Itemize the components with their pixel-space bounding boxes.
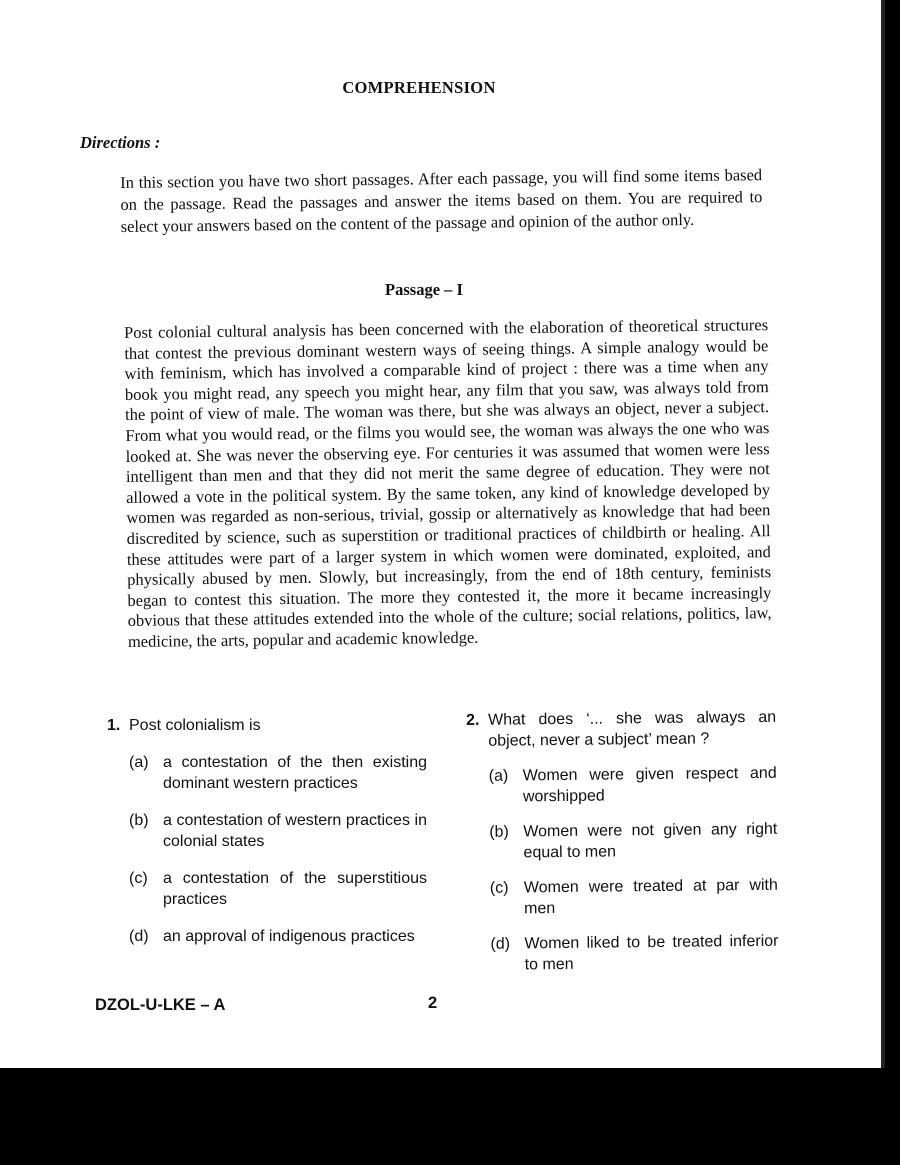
directions-text: In this section you have two short passages. After each passage, you will find some items based on the passage. Read the passages and answer the items based on them. You are required to select your answers based on the content of the passage and opinion of the author only. — [120, 165, 763, 236]
option-text: Women liked to be treated inferior to men — [524, 932, 779, 974]
option-text: a contestation of the then existing dominant western practices — [163, 754, 427, 792]
option-label: (c) — [489, 879, 509, 897]
option-text: a contestation of the superstitious practices — [163, 870, 427, 908]
question-stem — [107, 715, 427, 736]
paper-code: DZOL-U-LKE – A — [95, 996, 226, 1014]
option-d — [490, 931, 778, 976]
option-text: a contestation of western practices in colonial states — [163, 812, 427, 850]
section-heading: COMPREHENSION — [342, 78, 496, 97]
directions-label: Directions : — [80, 133, 161, 152]
option-label: (d) — [490, 935, 511, 953]
page-number: 2 — [428, 994, 438, 1012]
option-text: an approval of indigenous practices — [163, 928, 415, 945]
option-label: (b) — [129, 812, 149, 829]
option-d — [129, 926, 427, 947]
question-text: What does ‘... she was always an object, never a subject’ mean ? — [488, 708, 777, 750]
option-label: (b) — [489, 823, 509, 841]
option-label: (a) — [488, 767, 509, 785]
question-stem — [466, 707, 776, 752]
passage-title: Passage – I — [385, 280, 463, 299]
question-number: 1. — [107, 717, 121, 734]
passage-text: Post colonial cultural analysis has been concerned with the elaboration of theoretical structures that contest the previous dominant western ways of seeing things. A simple analogy would be with feminism, which has involved a comparable kind of project : there was a time when any book you might read, any speech you might hear, any film that you saw, was always told from the point of view of male. The woman was there, but she was always an object, never a subject. From what you would read, or the films you would see, the woman was always the one who was looked at. She was never the observing eye. For centuries it was assumed that women were less intelligent than men and that they did not merit the same degree of education. They were not allowed a vote in the political system. By the same token, any kind of knowledge developed by women was regarded as non-serious, trivial, gossip or alternatively as knowledge that had been discredited by science, such as superstition or traditional practices of childbirth or healing. All these attitudes were part of a larger system in which women were dominated, exploited, and physically abused by men. Slowly, but increasingly, from the end of 18th century, feminists began to contest this situation. The more they contested it, the more it became increasingly obvious that these attitudes extended into the whole of the culture; social relations, politics, law, medicine, the arts, popular and academic knowledge. — [124, 315, 772, 651]
question-2 — [466, 707, 779, 976]
option-label: (c) — [129, 870, 148, 887]
option-a — [489, 763, 777, 808]
scan-edge — [881, 0, 885, 1068]
option-text: Women were given respect and worshipped — [522, 764, 777, 806]
option-a — [129, 752, 427, 794]
option-text: Women were not given any right equal to men — [523, 820, 778, 862]
option-label: (a) — [129, 754, 149, 771]
question-number: 2. — [466, 711, 480, 729]
option-c — [129, 868, 427, 910]
option-c — [490, 875, 778, 920]
question-text: Post colonialism is — [129, 717, 261, 734]
option-label: (d) — [129, 928, 149, 945]
option-b — [129, 810, 427, 852]
option-b — [489, 819, 777, 864]
question-1 — [107, 715, 427, 947]
option-text: Women were treated at par with men — [523, 876, 778, 918]
